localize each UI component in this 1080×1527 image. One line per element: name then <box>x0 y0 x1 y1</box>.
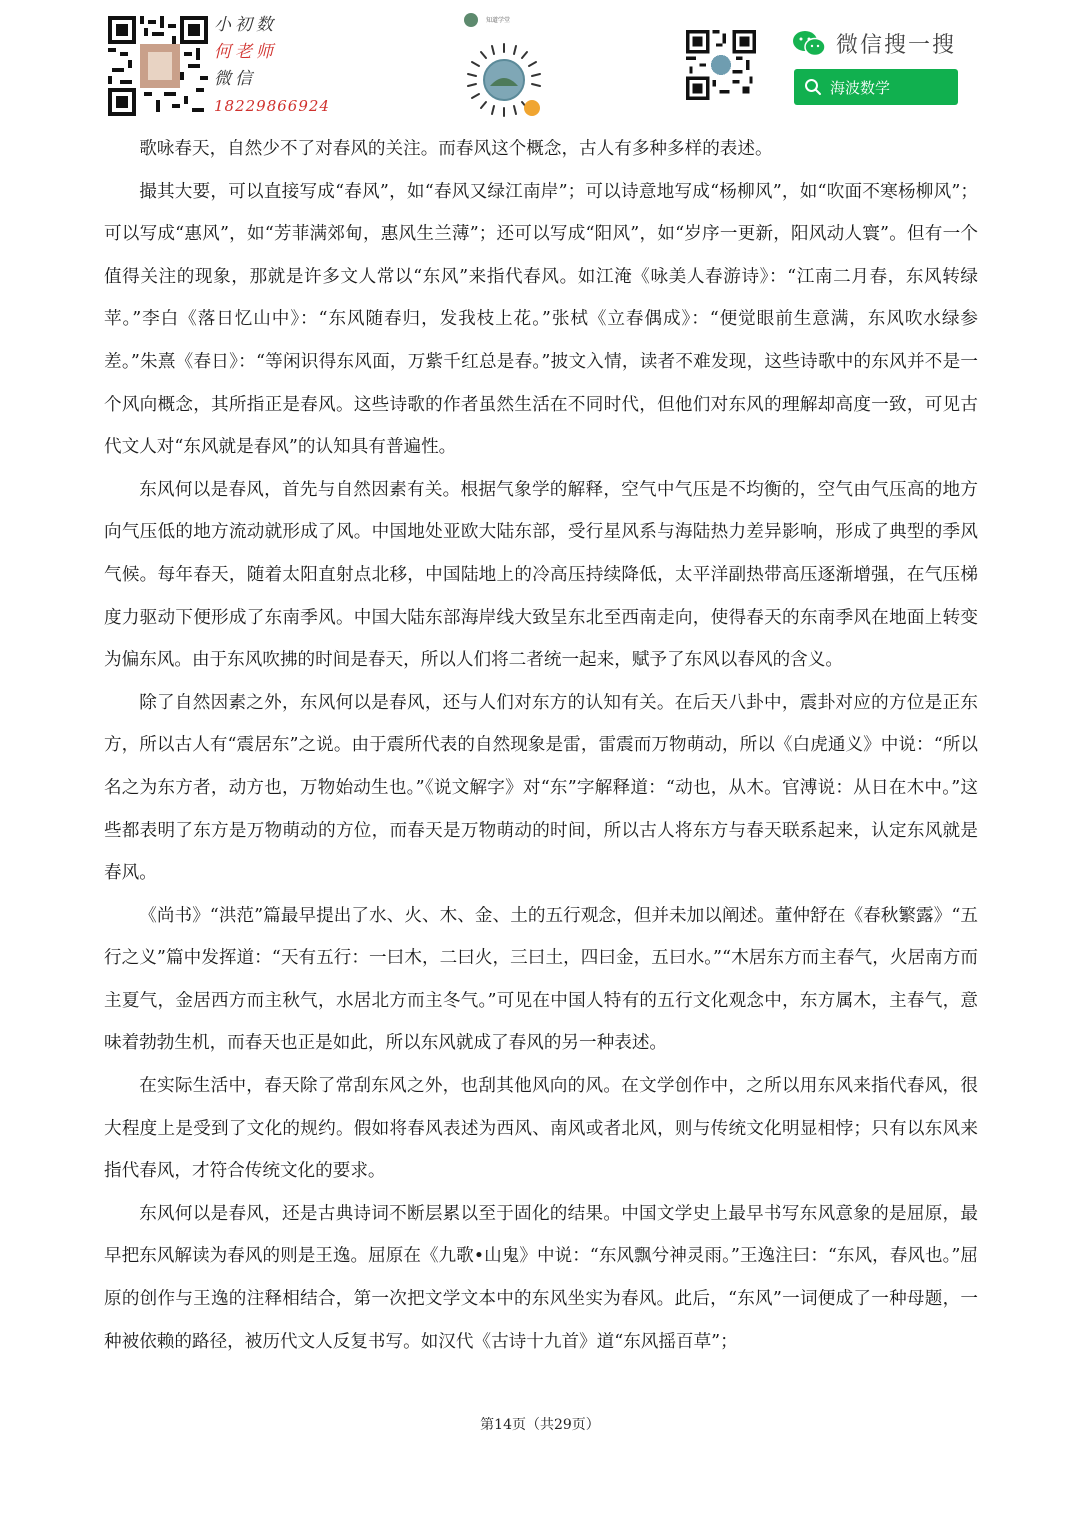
mini-program-header <box>464 12 548 30</box>
search-icon <box>804 78 822 96</box>
paragraph: 东风何以是春风，还是古典诗词不断层累以至于固化的结果。中国文学史上最早书写东风意象的是屈原，最早把东风解读为春风的则是王逸。屈原在《九歌•山鬼》中说：“东风飘兮神灵雨。”王逸注曰：“东风，春风也。”屈原的创作与王逸的注释相结合，第一次把文学文本中的东风坐实为春风。此后，“东风”一词便成了一种母题，一种被依赖的路径，被历代文人反复书写。如汉代《古诗十九首》道“东风摇百草”； <box>104 1203 978 1352</box>
search-qr-code <box>686 30 756 100</box>
search-title: 微信搜一搜 <box>836 33 957 58</box>
contact-line: 何老师 <box>214 42 277 62</box>
contact-phone: 18229866924 <box>214 97 330 115</box>
mini-program-name: 知道学堂 <box>486 17 511 24</box>
search-button[interactable] <box>794 69 958 105</box>
mini-program-wheel-code-icon <box>464 40 544 120</box>
article-body <box>104 128 978 1363</box>
contact-note <box>214 12 344 120</box>
wechat-icon <box>792 30 826 58</box>
page-number: 第14页（共29页） <box>480 1417 600 1433</box>
wechat-qr-code <box>108 16 208 116</box>
wechat-search-banner <box>792 26 962 110</box>
contact-line: 微信 <box>214 69 256 89</box>
paragraph: 《尚书》“洪范”篇最早提出了水、火、木、金、土的五行观念，但并未加以阐述。董仲舒在《春秋繁露》“五行之义”篇中发挥道：“天有五行：一曰木，二曰火，三曰土，四曰金，五曰水。”“木居东方而主春气，火居南方而主夏气，金居西方而主秋气，水居北方而主冬气。”可见在中国人特有的五行文化观念中，东方属木，主春气，意味着勃勃生机，而春天也正是如此，所以东风就成了春风的另一种表述。 <box>104 905 978 1054</box>
mini-program-code <box>462 12 548 120</box>
paragraph: 撮其大要，可以直接写成“春风”，如“春风又绿江南岸”；可以诗意地写成“杨柳风”，如“吹面不寒杨柳风”；可以写成“惠风”，如“芳菲满郊甸，惠风生兰薄”；还可以写成“阳风”，如“岁序一更新，阳风动人寰”。但有一个值得关注的现象，那就是许多文人常以“东风”来指代春风。如江淹《咏美人春游诗》：“江南二月春，东风转绿苹。”李白《落日忆山中》：“东风随春归，发我枝上花。”张栻《立春偶成》：“便觉眼前生意满，东风吹水绿参差。”朱熹《春日》：“等闲识得东风面，万紫千红总是春。”披文入情，读者不难发现，这些诗歌中的东风并不是一个风向概念，其所指正是春风。这些诗歌的作者虽然生活在不同时代，但他们对东风的理解却高度一致，可见古代文人对“东风就是春风”的认知具有普遍性。 <box>104 181 978 458</box>
paragraph: 歌咏春天，自然少不了对春风的关注。而春风这个概念，古人有多种多样的表述。 <box>139 139 773 159</box>
contact-line: 小初数 <box>214 15 277 35</box>
page-header <box>0 0 1080 130</box>
mini-program-logo-icon <box>464 13 478 27</box>
search-button-label: 海波数学 <box>830 79 891 97</box>
paragraph: 在实际生活中，春天除了常刮东风之外，也刮其他风向的风。在文学创作中，之所以用东风来指代春风，很大程度上是受到了文化的规约。假如将春风表述为西风、南风或者北风，则与传统文化明显相悖；只有以东风来指代春风，才符合传统文化的要求。 <box>104 1076 978 1182</box>
paragraph: 除了自然因素之外，东风何以是春风，还与人们对东方的认知有关。在后天八卦中，震卦对应的方位是正东方，所以古人有“震居东”之说。由于震所代表的自然现象是雷，雷震而万物萌动，所以《白虎通义》中说：“所以名之为东方者，动方也，万物始动生也。”《说文解字》对“东”字解释道：“动也，从木。官溥说：从日在木中。”这些都表明了东方是万物萌动的方位，而春天是万物萌动的时间，所以古人将东方与春天联系起来，认定东风就是春风。 <box>104 692 978 884</box>
paragraph: 东风何以是春风，首先与自然因素有关。根据气象学的解释，空气中气压是不均衡的，空气由气压高的地方向气压低的地方流动就形成了风。中国地处亚欧大陆东部，受行星风系与海陆热力差异影响，形成了典型的季风气候。每年春天，随着太阳直射点北移，中国陆地上的冷高压持续降低，太平洋副热带高压逐渐增强，在气压梯度力驱动下便形成了东南季风。中国大陆东部海岸线大致呈东北至西南走向，使得春天的东南季风在地面上转变为偏东风。由于东风吹拂的时间是春天，所以人们将二者统一起来，赋予了东风以春风的含义。 <box>104 479 978 671</box>
